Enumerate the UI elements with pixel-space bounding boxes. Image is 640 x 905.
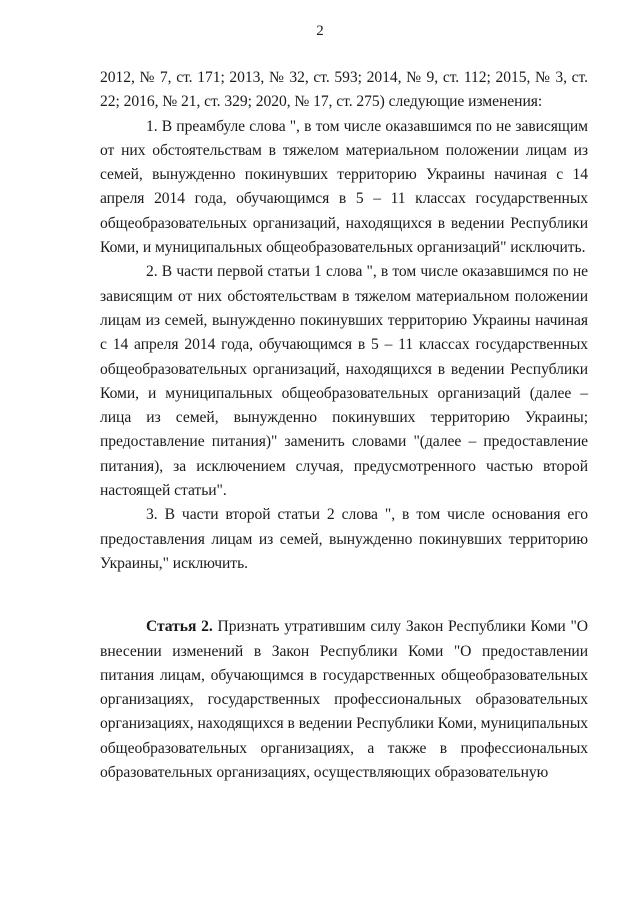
article-2-text: Признать утратившим силу Закон Республики Коми "О внесении изменений в Закон Республики Коми "О предоставлении питания лицам, обучающимся в государственных общеобразовательных организациях, государственных профессиональных образовательных организациях, находящихся в ведении Республики Коми, муниципальных общеобразовательных организациях, а также в профессиональных образовательных организациях, осуществляющих образовательную <box>100 618 588 782</box>
continuation-paragraph: 2012, № 7, ст. 171; 2013, № 32, ст. 593; 2014, № 9, ст. 112; 2015, № 3, ст. 22; 2016, № 21, ст. 329; 2020, № 17, ст. 275) следующие изменения: <box>100 69 588 111</box>
amendment-item-2: 2. В части первой статьи 1 слова ", в том числе оказавшимся по не зависящим от них обстоятельствам в тяжелом материальном положении лицам из семей, вынужденно покинувших территорию Украины начиная с 14 апреля 2014 года, обучающимся в 5 – 11 классах государственных общеобразовательных организаций, находящихся в ведении Республики Коми, и муниципальных общеобразовательных организаций (далее – лица из семей, вынужденно покинувших территорию Украины; предоставление питания)" заменить словами "(далее – предоставление питания), за исключением случая, предусмотренного частью второй настоящей статьи". <box>100 263 588 500</box>
paragraph-spacer <box>100 576 588 615</box>
article-2-heading: Статья 2. <box>146 618 213 636</box>
amendment-item-3: 3. В части второй статьи 2 слова ", в том числе основания его предоставления лицам из семей, вынужденно покинувших территорию Украины," исключить. <box>100 506 588 572</box>
document-body <box>100 66 588 785</box>
page-number: 2 <box>316 23 324 39</box>
article-2-paragraph <box>100 615 588 785</box>
amendment-item-1: 1. В преамбуле слова ", в том числе оказавшимся по не зависящим от них обстоятельствам в тяжелом материальном положении лицам из семей, вынужденно покинувших территорию Украины начиная с 14 апреля 2014 года, обучающимся в 5 – 11 классах государственных общеобразовательных организаций, находящихся в ведении Республики Коми, и муниципальных общеобразовательных организаций" исключить. <box>100 117 588 257</box>
